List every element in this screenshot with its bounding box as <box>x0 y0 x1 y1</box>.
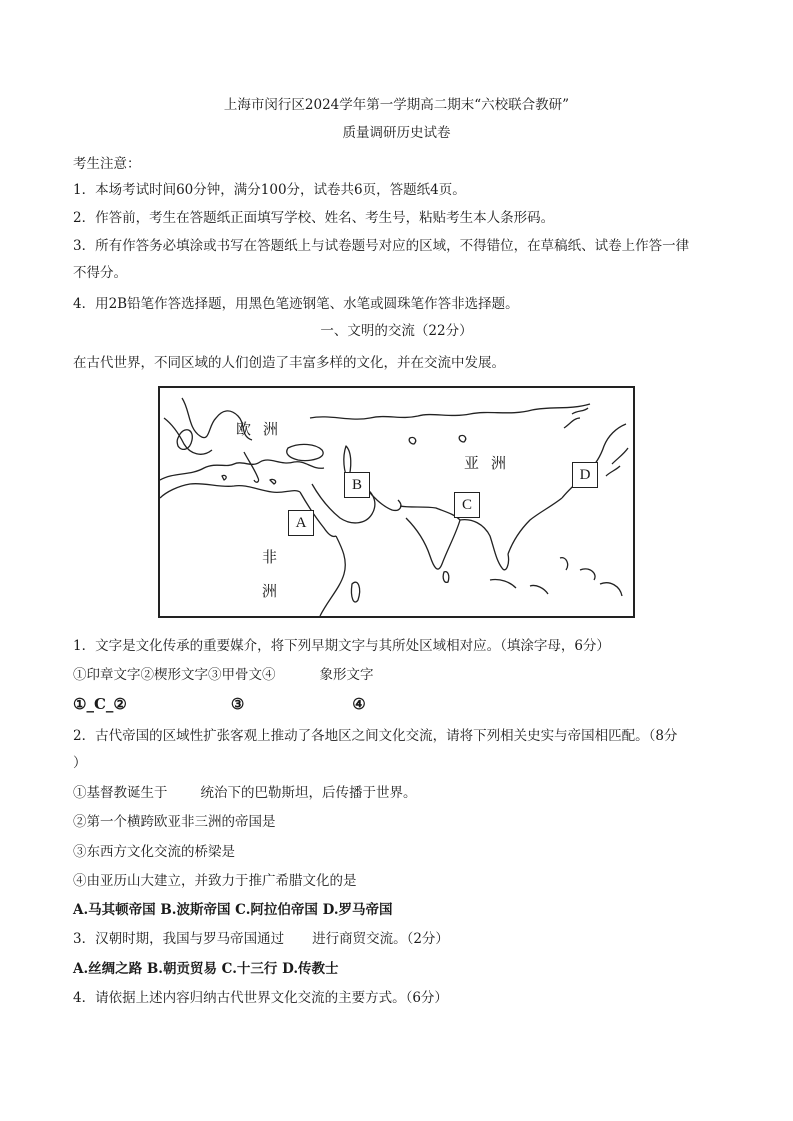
q3-stem <box>73 930 449 948</box>
q2-item-1a: ①基督教诞生于 <box>73 785 168 801</box>
notice-heading: 考生注意： <box>73 156 141 172</box>
map-label-d: D <box>572 462 598 488</box>
q4-stem: 4．请依据上述内容归纳古代世界文化交流的主要方式。（6分） <box>73 990 448 1006</box>
world-map <box>158 386 635 618</box>
map-label-b: B <box>344 472 370 498</box>
notice-item-4: 4．用2B铅笔作答选择题，用黑色笔迹钢笔、水笔或圆珠笔作答非选择题。 <box>73 296 519 312</box>
q1-option4: 象形文字 <box>319 667 374 683</box>
q1-answer-3: ③ <box>230 695 245 713</box>
section-intro: 在古代世界，不同区域的人们创造了丰富多样的文化，并在交流中发展。 <box>73 355 505 371</box>
q2-choices: A.马其顿帝国 B.波斯帝国 C.阿拉伯帝国 D.罗马帝国 <box>73 902 393 918</box>
q1-stem: 1．文字是文化传承的重要媒介，将下列早期文字与其所处区域相对应。（填涂字母，6分） <box>73 638 610 654</box>
q2-stem-end: ） <box>73 755 87 771</box>
label-africa-2: 洲 <box>262 582 290 600</box>
notice-item-2: 2．作答前，考生在答题纸正面填写学校、姓名、考生号，粘贴考生本人条形码。 <box>73 210 555 226</box>
q1-options <box>73 666 374 684</box>
q2-item-3: ③东西方文化交流的桥梁是 <box>73 844 235 860</box>
q3-choices: A.丝绸之路 B.朝贡贸易 C.十三行 D.传教士 <box>73 961 339 977</box>
q2-item-1b: 统治下的巴勒斯坦，后传播于世界。 <box>200 785 417 801</box>
map-label-c: C <box>454 492 480 518</box>
label-africa-1: 非 <box>262 548 290 566</box>
q2-item-4: ④由亚历山大建立，并致力于推广希腊文化的是 <box>73 873 357 889</box>
page-title-line2: 质量调研历史试卷 <box>342 125 451 141</box>
map-label-a: A <box>288 510 314 536</box>
q1-answer-4: ④ <box>352 695 366 713</box>
page-title-line1: 上海市闵行区2024学年第一学期高二期末“六校联合教研” <box>223 97 570 113</box>
q3-stem-b: 进行商贸交流。（2分） <box>312 931 449 947</box>
q2-stem: 2．古代帝国的区域性扩张客观上推动了各地区之间文化交流，请将下列相关史实与帝国相匹配。（8分 <box>73 728 678 744</box>
map-outline <box>160 388 633 616</box>
q1-options-text: ①印章文字②楔形文字③甲骨文④ <box>73 667 276 683</box>
section-title: 一、文明的交流（22分） <box>320 323 473 339</box>
label-europe: 欧洲 <box>236 420 291 438</box>
q1-answer-1: ①_C_② <box>73 695 127 713</box>
notice-item-3: 3．所有作答务必填涂或书写在答题纸上与试卷题号对应的区域，不得错位，在草稿纸、试卷上作答一律 <box>73 238 690 254</box>
notice-item-3-cont: 不得分。 <box>73 265 127 281</box>
q2-item-1 <box>73 784 417 802</box>
notice-item-1: 1．本场考试时间60分钟，满分100分，试卷共6页，答题纸4页。 <box>73 182 466 198</box>
q2-item-2: ②第一个横跨欧亚非三洲的帝国是 <box>73 814 276 830</box>
label-asia: 亚洲 <box>464 454 519 472</box>
q1-answers <box>73 695 366 713</box>
q3-stem-a: 3．汉朝时期，我国与罗马帝国通过 <box>73 931 285 947</box>
